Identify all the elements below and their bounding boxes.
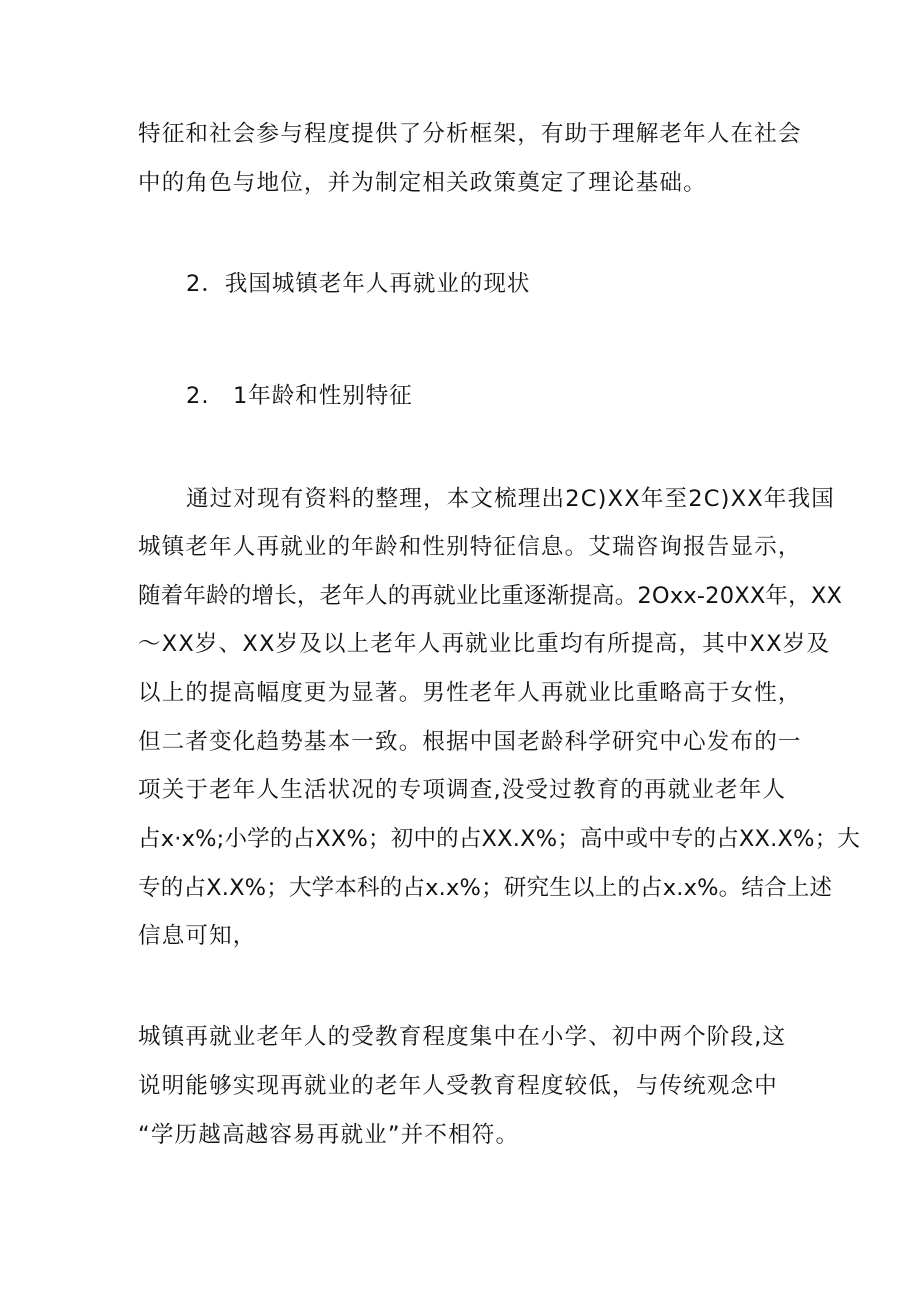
paragraph-2-line-3: “学历越高越容易再就业”并不相符。	[138, 1122, 520, 1148]
paragraph-1-line-5: 以上的提高幅度更为显著。男性老年人再就业比重略高于女性，	[138, 680, 802, 706]
paragraph-1-line-1: 通过对现有资料的整理，本文梳理出2C)XX年至2C)XX年我国	[186, 486, 835, 512]
paragraph-1-line-6: 但二者变化趋势基本一致。根据中国老龄科学研究中心发布的一	[138, 729, 802, 755]
paragraph-1-line-4: 〜XX岁、XX岁及以上老年人再就业比重均有所提高，其中XX岁及	[138, 631, 831, 657]
paragraph-2-line-1: 城镇再就业老年人的受教育程度集中在小学、初中两个阶段,这	[138, 1024, 787, 1050]
intro-line-2: 中的角色与地位，并为制定相关政策奠定了理论基础。	[138, 170, 707, 196]
paragraph-2-line-2: 说明能够实现再就业的老年人受教育程度较低，与传统观念中	[138, 1073, 778, 1099]
paragraph-1-line-3: 随着年龄的增长，老年人的再就业比重逐渐提高。2Oxx-20XX年，XX	[138, 583, 843, 609]
paragraph-1-line-7: 项关于老年人生活状况的专项调查,没受过教育的再就业老年人	[138, 777, 787, 803]
paragraph-1-line-10: 信息可知，	[138, 923, 257, 949]
intro-line-1: 特征和社会参与程度提供了分析框架，有助于理解老年人在社会	[138, 121, 802, 147]
paragraph-1-line-8: 占x·x%;小学的占XX%；初中的占XX.X%；高中或中专的占XX.X%；大	[138, 826, 861, 852]
section-heading: 2．我国城镇老年人再就业的现状	[186, 271, 531, 297]
subsection-heading: 2. 1年龄和性别特征	[186, 383, 413, 409]
paragraph-1-line-9: 专的占X.X%；大学本科的占x.x%；研究生以上的占x.x%。结合上述	[138, 875, 833, 901]
paragraph-1-line-2: 城镇老年人再就业的年龄和性别特征信息。艾瑞咨询报告显示，	[138, 534, 802, 560]
